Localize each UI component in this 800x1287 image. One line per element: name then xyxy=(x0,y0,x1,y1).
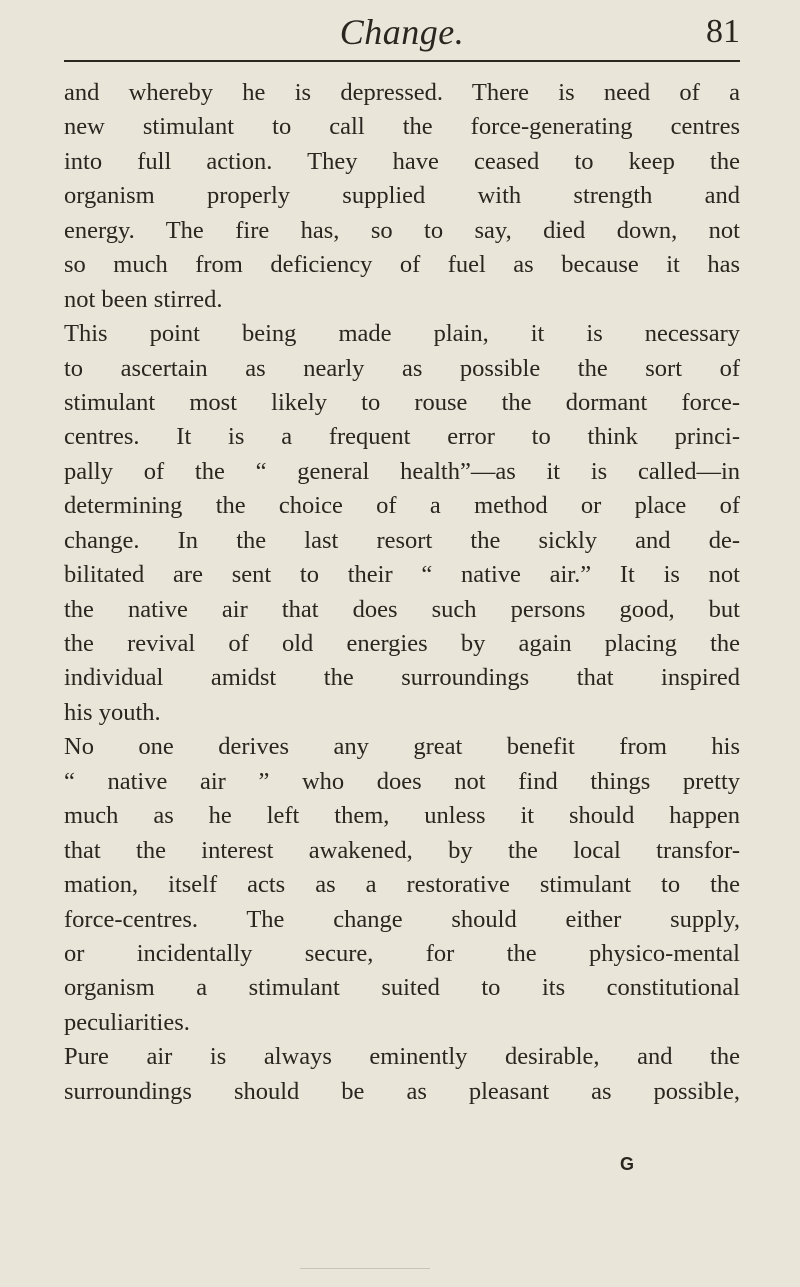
body-text xyxy=(64,76,740,1109)
text-line: the native air that does such persons good, but xyxy=(64,595,740,623)
signature-mark: G xyxy=(620,1154,635,1174)
header-rule xyxy=(64,60,740,62)
text-line: centres. It is a frequent error to think princi- xyxy=(64,423,740,451)
running-head xyxy=(64,6,740,58)
text-line: so much from deficiency of fuel as because it has xyxy=(64,251,740,279)
text-line: Pure air is always eminently desirable, and the xyxy=(64,1043,740,1071)
text-line: energy. The fire has, so to say, died down, not xyxy=(64,216,740,244)
text-line: This point being made plain, it is necessary xyxy=(64,320,740,348)
text-line: peculiarities. xyxy=(64,1008,190,1036)
text-line: change. In the last resort the sickly and de- xyxy=(64,526,740,554)
text-line: bilitated are sent to their “ native air.” It is not xyxy=(64,561,740,589)
text-line: that the interest awakened, by the local transfor- xyxy=(64,836,740,864)
text-line: No one derives any great benefit from his xyxy=(64,733,740,761)
text-line: to ascertain as nearly as possible the sort of xyxy=(64,354,740,382)
text-line: the revival of old energies by again placing the xyxy=(64,630,740,657)
chapter-title: Change. xyxy=(339,12,465,52)
text-line: surroundings should be as pleasant as possible, xyxy=(64,1077,740,1105)
page-number: 81 xyxy=(706,13,740,50)
text-line: determining the choice of a method or place of xyxy=(64,492,740,520)
text-line: stimulant most likely to rouse the dormant force- xyxy=(64,388,740,416)
text-line: “ native air ” who does not find things pretty xyxy=(64,767,740,795)
text-line: or incidentally secure, for the physico-mental xyxy=(64,939,740,967)
text-line: not been stirred. xyxy=(64,285,223,313)
text-line: mation, itself acts as a restorative stimulant to the xyxy=(64,871,740,899)
text-line: his youth. xyxy=(64,698,161,726)
text-line: and whereby he is depressed. There is need of a xyxy=(64,79,740,106)
text-line: into full action. They have ceased to keep the xyxy=(64,147,740,175)
text-line: new stimulant to call the force-generating centres xyxy=(64,113,740,141)
text-line: organism a stimulant suited to its constitutional xyxy=(64,974,740,1002)
text-line: individual amidst the surroundings that inspired xyxy=(64,664,740,692)
text-line: force-centres. The change should either supply, xyxy=(64,905,740,933)
bottom-rule xyxy=(300,1268,430,1269)
text-line: organism properly supplied with strength and xyxy=(64,182,740,210)
text-line: much as he left them, unless it should happen xyxy=(64,802,740,830)
text-line: pally of the “ general health”—as it is called—in xyxy=(64,457,740,485)
